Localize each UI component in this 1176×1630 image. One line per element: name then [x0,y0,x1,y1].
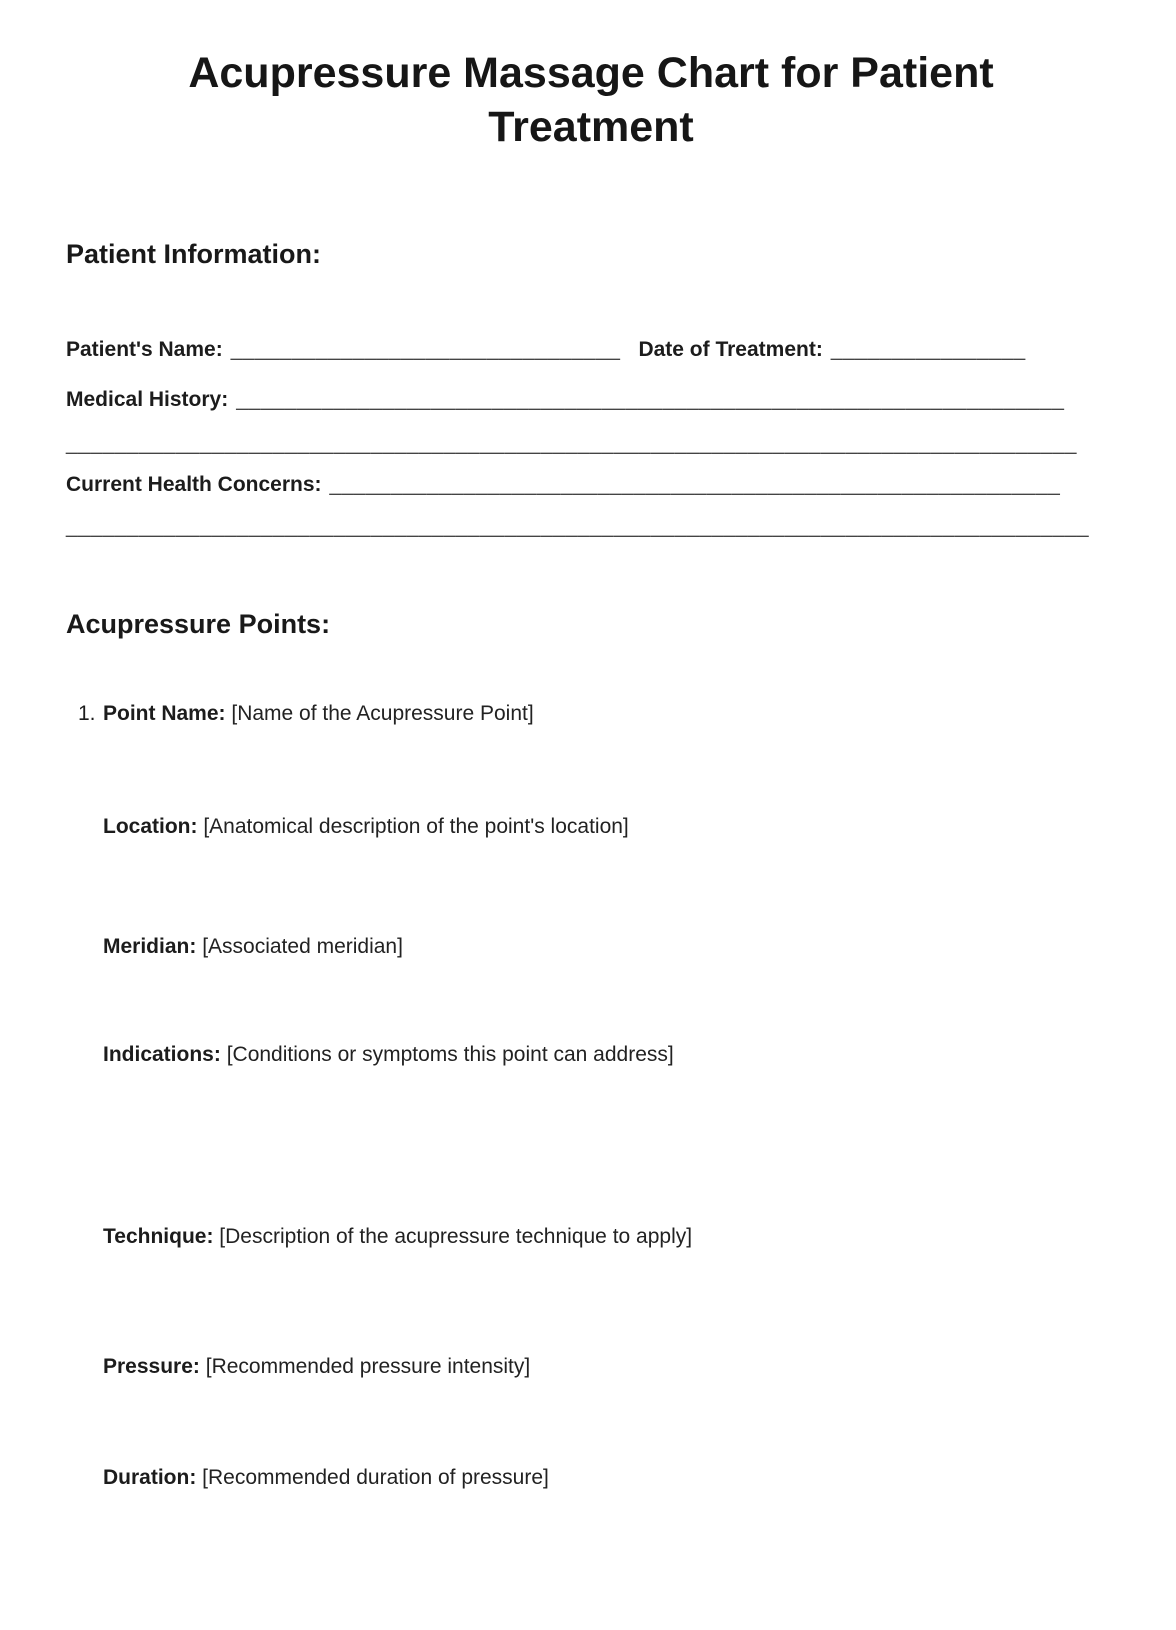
pressure-placeholder: [Recommended pressure intensity] [205,1355,531,1378]
page-title: Acupressure Massage Chart for Patient Treatment [188,49,994,151]
duration-placeholder: [Recommended duration of pressure] [202,1466,549,1489]
patient-name-row [66,337,1116,363]
indications-label: Indications: [103,1043,221,1066]
location-placeholder: [Anatomical description of the point's location] [203,815,629,838]
technique-label: Technique: [103,1225,214,1248]
meridian-label: Meridian: [103,935,197,958]
patient-name-blank: ________________________________ [230,338,621,361]
acupressure-points-heading: Acupressure Points: [66,609,331,639]
patient-name-label: Patient's Name: [66,338,223,361]
patient-information-heading: Patient Information: [66,239,321,269]
duration-label: Duration: [103,1466,197,1489]
health-concerns-label: Current Health Concerns: [66,473,322,496]
pressure-field [103,1354,1116,1380]
health-concerns-blank-line1: ____________________________________________________________ [329,473,1061,496]
point-item-1 [66,701,1116,727]
meridian-field [103,934,1116,960]
technique-placeholder: [Description of the acupressure technique to apply] [219,1225,693,1248]
medical-history-blank-line2: ___________________________________________________________________________________ [66,432,1077,455]
date-of-treatment-blank: ________________ [830,338,1026,361]
health-concerns-blank-line2: ____________________________________________________________________________________ [66,515,1090,538]
point-name-placeholder: [Name of the Acupressure Point] [231,702,534,725]
medical-history-label: Medical History: [66,388,229,411]
duration-field [103,1465,1116,1491]
medical-history-row [66,387,1116,413]
medical-history-continuation-row [66,431,1116,457]
point-name-field [103,701,534,727]
health-concerns-continuation-row [66,514,1116,540]
point-name-label: Point Name: [103,702,226,725]
indications-placeholder: [Conditions or symptoms this point can address] [226,1043,674,1066]
technique-field [103,1224,1116,1250]
meridian-placeholder: [Associated meridian] [202,935,403,958]
point-item-number: 1. [78,702,96,725]
health-concerns-row [66,472,1116,498]
location-label: Location: [103,815,198,838]
indications-field [103,1042,1116,1068]
location-field [103,814,1116,840]
date-of-treatment-label: Date of Treatment: [638,338,823,361]
medical-history-blank-line1: ____________________________________________________________________ [236,388,1065,411]
pressure-label: Pressure: [103,1355,200,1378]
